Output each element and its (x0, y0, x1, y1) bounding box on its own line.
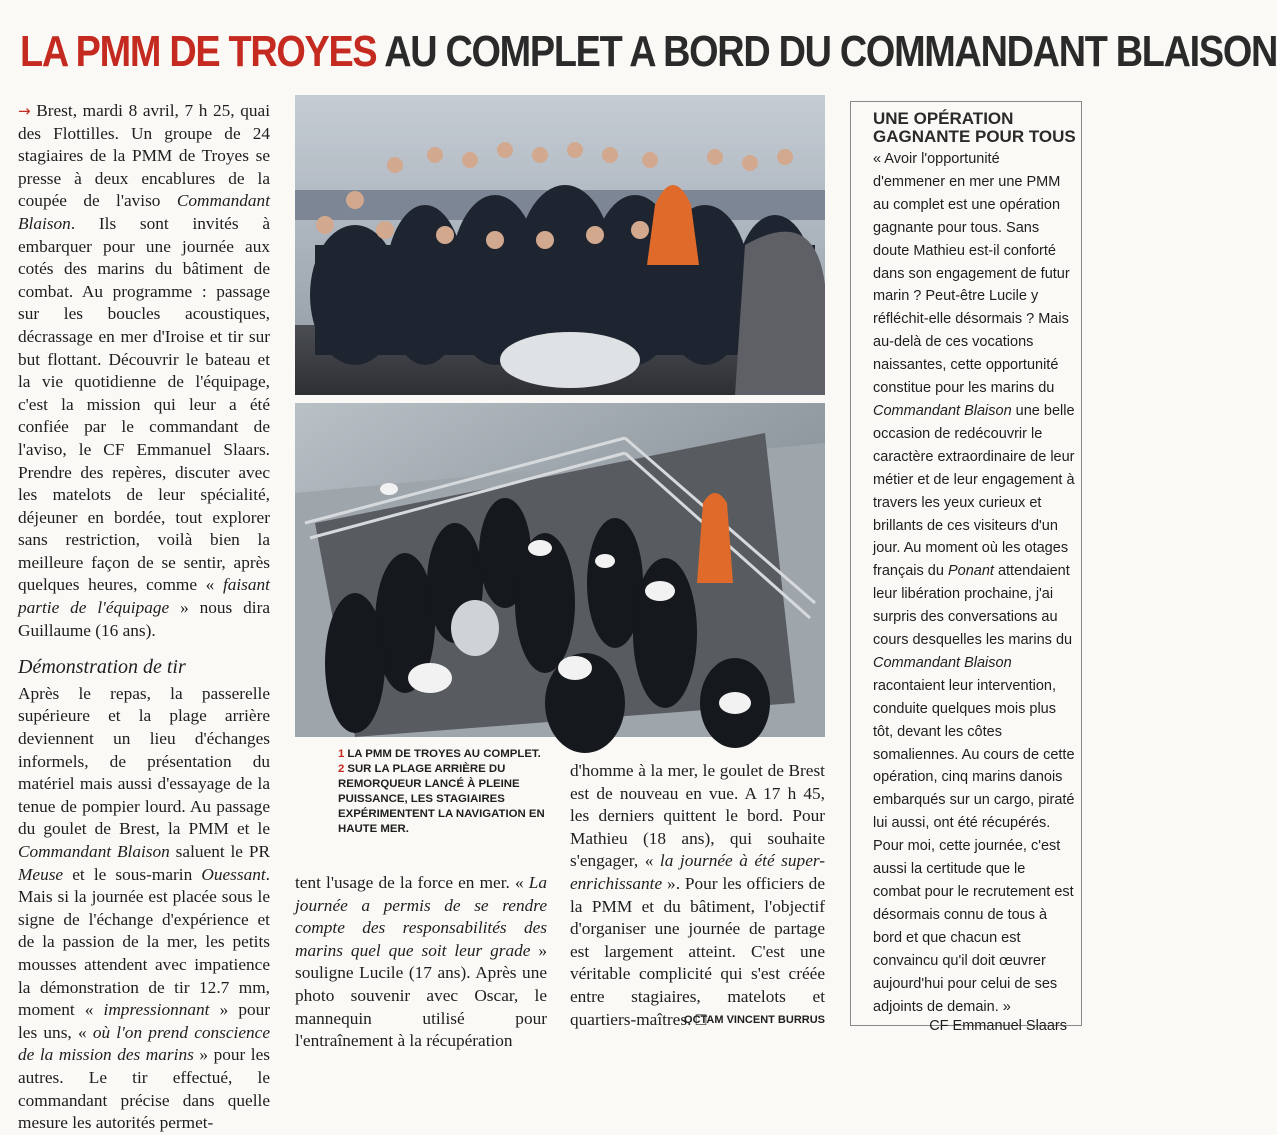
sidebar-box (850, 101, 1082, 1035)
headline (20, 20, 1277, 84)
article-column-3 (570, 760, 825, 1031)
headline-part2: AU COMPLET A BORD DU COMMANDANT BLAISON (384, 27, 1277, 76)
sidebar-title: UNE OPÉRATION GAGNANTE POUR TOUS (873, 109, 1076, 146)
photo-credit: OCTAM VINCENT BURRUS (684, 1014, 825, 1026)
photo-captions (338, 747, 556, 837)
photo-group-on-deck (295, 95, 825, 395)
article-column-2 (295, 872, 547, 1053)
column-3-text: d'homme à la mer, le goulet de Brest est de nouveau en vue. A 17 h 45, les derniers quittent le bord. Pour Mathieu (18 ans), qui souhaite s'engager, « la journée à été super-enrichissante ». Pour les officiers de la PMM et du bâtiment, l'objectif d'organiser une journée de partage est largement atteint. C'est une véritable complicité qui s'est créée entre stagiaires, matelots et quartiers-maîtres. □ (570, 761, 825, 1029)
intro-text: Brest, mardi 8 avril, 7 h 25, quai des Flottilles. Un groupe de 24 stagiaires de la PMM de Troyes se presse à deux encablures de la coupée de l'aviso Commandant Blaison. Ils sont invités à embarquer pour une journée aux cotés des marins du bâtiment de combat. Au programme : passage sur les boucles acoustiques, décrassage en mer d'Iroise et tir sur but flottant. Découvrir le bateau et la vie quotidienne de l'équipage, c'est la mission qui leur a été confiée par le commandant de l'aviso, le CF Emmanuel Slaars. Prendre des repères, discuter avec les matelots de leur spécialité, déjeuner en bordée, tout explorer sans restriction, voilà bien la meilleure façon de se sentir, après quelques heures, comme « faisant partie de l'équipage » nous dira Guillaume (16 ans). (18, 101, 270, 640)
arrow-icon: → (18, 102, 31, 120)
caption-2: 2 SUR LA PLAGE ARRIÈRE DU REMORQUEUR LANCÉ À PLEINE PUISSANCE, LES STAGIAIRES EXPÉRIMENTENT LA NAVIGATION EN HAUTE MER. (338, 763, 545, 835)
intro-paragraph (18, 100, 270, 642)
column-1-text: Après le repas, la passerelle supérieure et la plage arrière deviennent un lieu d'échanges informels, de présentation du matériel mais aussi d'essayage de la tenue de pompier lourd. Au passage du goulet de Brest, la PMM et le Commandant Blaison saluent le PR Meuse et le sous-marin Ouessant. Mais si la journée est placée sous le signe de l'échange d'expérience et de la passion de la mer, les petits mousses attendent avec impatience la démonstration de tir 12.7 mm, moment « impressionnant » pour les uns, « où l'on prend conscience de la mission des marins » pour les autres. Le tir effectué, le commandant précise dans quelle mesure les autorités permet- (18, 683, 270, 1133)
sidebar-quote: « Avoir l'opportunité d'emmener en mer une PMM au complet est une opération gagnante pour tous. Sans doute Mathieu est-il conforté dans son engagement de futur marin ? Peut-être Lucile y réfléchit-elle désormais ? Mais au-delà de ces vocations naissantes, cette opportunité constitue pour les marins du Commandant Blaison une belle occasion de redécouvrir le caractère extraordinaire de leur métier et de leur engagement à travers les yeux curieux et brillants de ces visiteurs d'un jour. Au moment où les otages français du Ponant attendaient leur libération prochaine, j'ai surpris des conversations au cours desquelles les marins du Commandant Blaison racontaient leur intervention, conduite quelques mois plus tôt, devant les côtes somaliennes. Au cours de cette opération, cinq marins danois embarqués sur un cargo, piraté lui aussi, ont été récupérés. Pour moi, cette journée, c'est aussi la certitude que le combat pour le recrutement est désormais connu de tous à bord et que chacun est convaincu qu'il doit œuvrer aujourd'hui pour celui de ses adjoints de demain. » (873, 151, 1075, 1015)
caption-1: 1 LA PMM DE TROYES AU COMPLET. (338, 748, 541, 760)
column-2-text: tent l'usage de la force en mer. « La journée a permis de se rendre compte des responsabilités des marins quel que soit leur grade » souligne Lucile (17 ans). Après une photo souvenir avec Oscar, le mannequin utilisé pour l'entraînement à la récupération (295, 873, 547, 1051)
article-column-1 (18, 100, 270, 1135)
headline-part1: LA PMM DE TROYES (20, 27, 377, 76)
sidebar-signature: CF Emmanuel Slaars (929, 1018, 1067, 1035)
section-subhead: Démonstration de tir (18, 656, 186, 679)
photo-aft-deck (295, 403, 825, 737)
